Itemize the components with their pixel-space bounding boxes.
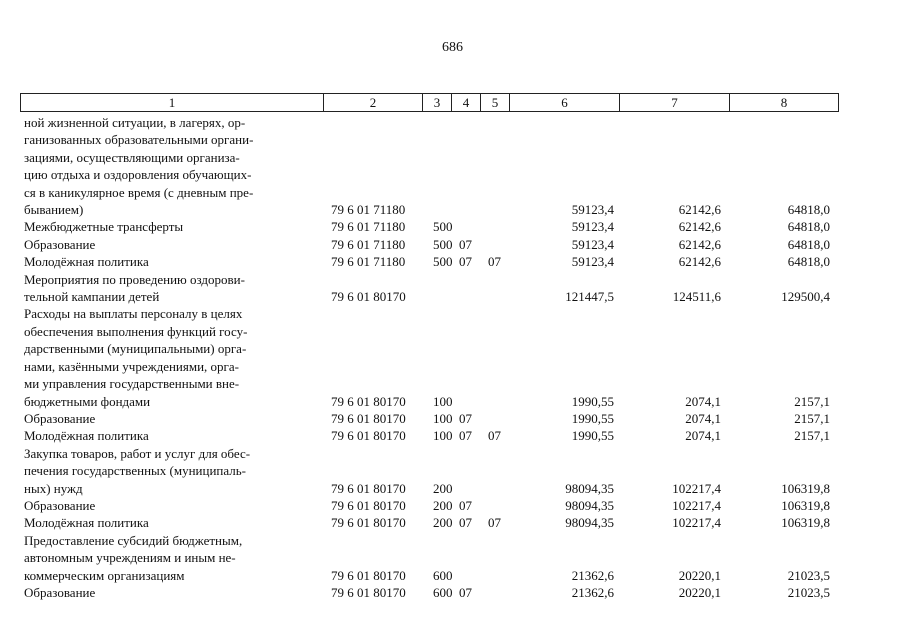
amount-col-6: 59123,4 [571, 219, 614, 235]
target-code: 79 6 01 80170 [331, 480, 406, 496]
description-line: Расходы на выплаты персоналу в целях [24, 306, 243, 322]
column-header-7: 7 [620, 94, 730, 112]
amount-col-6: 59123,4 [571, 254, 614, 270]
expense-type: 500 [433, 254, 453, 270]
amount-col-7: 2074,1 [685, 428, 721, 444]
description-line: ной жизненной ситуации, в лагерях, ор- [24, 115, 246, 130]
column-header-1: 1 [21, 94, 324, 112]
description-line: тельной кампании детей [24, 289, 160, 305]
description-line: ганизованных образовательными органи- [24, 132, 254, 148]
amount-col-7: 2074,1 [685, 410, 721, 426]
description-line: дарственными (муниципальными) орга- [24, 341, 247, 357]
amount-col-6: 1990,55 [571, 393, 614, 409]
amount-col-8: 64818,0 [787, 236, 830, 252]
description-line: Закупка товаров, работ и услуг для обес- [24, 445, 251, 461]
amount-col-7: 62142,6 [678, 219, 721, 235]
section-code: 07 [459, 428, 472, 444]
table-row [0, 305, 905, 409]
row-description [24, 410, 322, 427]
amount-col-8: 2157,1 [794, 410, 830, 426]
section-code: 07 [459, 410, 472, 426]
expense-type: 200 [433, 480, 453, 496]
amount-col-8: 2157,1 [794, 428, 830, 444]
target-code: 79 6 01 71180 [331, 202, 406, 218]
section-code: 07 [459, 584, 472, 600]
description-line: Образование [24, 497, 96, 513]
description-line: цию отдыха и оздоровления обучающих- [24, 167, 252, 183]
description-line: коммерческим организациям [24, 567, 185, 583]
amount-col-7: 2074,1 [685, 393, 721, 409]
table-row [0, 236, 905, 253]
description-line: Молодёжная политика [24, 515, 149, 531]
description-line: Предоставление субсидий бюджетным, [24, 532, 243, 548]
row-description [24, 114, 322, 218]
table-row [0, 584, 905, 601]
amount-col-7: 102217,4 [672, 515, 721, 531]
description-line: автономным учреждениям и иным не- [24, 550, 236, 566]
description-line: Межбюджетные трансферты [24, 219, 184, 235]
description-line: бюджетными фондами [24, 393, 151, 409]
description-line: Мероприятия по проведению оздорови- [24, 271, 245, 287]
amount-col-7: 102217,4 [672, 497, 721, 513]
description-line: нами, казёнными учреждениями, орга- [24, 358, 239, 374]
section-code: 07 [459, 236, 472, 252]
row-description [24, 427, 322, 444]
page-number: 686 [442, 40, 463, 55]
amount-col-6: 1990,55 [571, 410, 614, 426]
description-line: быванием) [24, 202, 84, 218]
expense-type: 600 [433, 584, 453, 600]
target-code: 79 6 01 71180 [331, 219, 406, 235]
description-line: Молодёжная политика [24, 254, 149, 270]
expense-type: 100 [433, 410, 453, 426]
subsection-code: 07 [488, 254, 501, 270]
column-header-8: 8 [730, 94, 839, 112]
table-row [0, 271, 905, 306]
row-description [24, 236, 322, 253]
amount-col-8: 106319,8 [781, 480, 830, 496]
section-code: 07 [459, 515, 472, 531]
description-line: Молодёжная политика [24, 428, 149, 444]
subsection-code: 07 [488, 428, 501, 444]
column-header-row [21, 94, 839, 112]
target-code: 79 6 01 71180 [331, 236, 406, 252]
target-code: 79 6 01 80170 [331, 410, 406, 426]
description-line: печения государственных (муниципаль- [24, 463, 247, 479]
target-code: 79 6 01 80170 [331, 515, 406, 531]
row-description [24, 497, 322, 514]
amount-col-6: 59123,4 [571, 236, 614, 252]
column-header-5: 5 [481, 94, 510, 112]
row-description [24, 253, 322, 270]
column-header-2: 2 [324, 94, 423, 112]
section-code: 07 [459, 497, 472, 513]
amount-col-7: 20220,1 [678, 567, 721, 583]
amount-col-6: 98094,35 [565, 497, 614, 513]
section-code: 07 [459, 254, 472, 270]
row-description [24, 532, 322, 584]
description-line: ся в каникулярное время (с дневным пре- [24, 184, 254, 200]
target-code: 79 6 01 71180 [331, 254, 406, 270]
amount-col-6: 21362,6 [571, 584, 614, 600]
expense-type: 100 [433, 428, 453, 444]
table-row [0, 253, 905, 270]
budget-table-body [0, 114, 905, 601]
target-code: 79 6 01 80170 [331, 428, 406, 444]
expense-type: 600 [433, 567, 453, 583]
target-code: 79 6 01 80170 [331, 289, 406, 305]
table-row [0, 410, 905, 427]
amount-col-8: 106319,8 [781, 497, 830, 513]
description-line: ми управления государственными вне- [24, 376, 240, 392]
target-code: 79 6 01 80170 [331, 497, 406, 513]
row-description [24, 584, 322, 601]
amount-col-6: 98094,35 [565, 480, 614, 496]
amount-col-7: 20220,1 [678, 584, 721, 600]
amount-col-6: 21362,6 [571, 567, 614, 583]
subsection-code: 07 [488, 515, 501, 531]
amount-col-6: 121447,5 [565, 289, 614, 305]
column-header-4: 4 [452, 94, 481, 112]
amount-col-7: 102217,4 [672, 480, 721, 496]
amount-col-7: 62142,6 [678, 202, 721, 218]
amount-col-7: 62142,6 [678, 236, 721, 252]
row-description [24, 445, 322, 497]
row-description [24, 305, 322, 409]
expense-type: 500 [433, 219, 453, 235]
description-line: обеспечения выполнения функций госу- [24, 323, 248, 339]
target-code: 79 6 01 80170 [331, 393, 406, 409]
table-row [0, 497, 905, 514]
amount-col-8: 64818,0 [787, 254, 830, 270]
expense-type: 500 [433, 236, 453, 252]
column-header-6: 6 [510, 94, 620, 112]
column-header-table [20, 93, 839, 112]
amount-col-8: 2157,1 [794, 393, 830, 409]
description-line: ных) нужд [24, 480, 83, 496]
amount-col-6: 1990,55 [571, 428, 614, 444]
amount-col-8: 21023,5 [787, 584, 830, 600]
table-row [0, 218, 905, 235]
column-header-3: 3 [423, 94, 452, 112]
description-line: Образование [24, 584, 96, 600]
amount-col-7: 62142,6 [678, 254, 721, 270]
row-description [24, 514, 322, 531]
amount-col-7: 124511,6 [672, 289, 721, 305]
table-row [0, 445, 905, 497]
amount-col-8: 64818,0 [787, 219, 830, 235]
amount-col-8: 106319,8 [781, 515, 830, 531]
description-line: зациями, осуществляющими организа- [24, 149, 240, 165]
amount-col-8: 129500,4 [781, 289, 830, 305]
amount-col-6: 98094,35 [565, 515, 614, 531]
amount-col-8: 21023,5 [787, 567, 830, 583]
row-description [24, 271, 322, 306]
expense-type: 200 [433, 497, 453, 513]
table-row [0, 514, 905, 531]
row-description [24, 218, 322, 235]
amount-col-8: 64818,0 [787, 202, 830, 218]
target-code: 79 6 01 80170 [331, 584, 406, 600]
expense-type: 200 [433, 515, 453, 531]
expense-type: 100 [433, 393, 453, 409]
table-row [0, 532, 905, 584]
description-line: Образование [24, 236, 96, 252]
target-code: 79 6 01 80170 [331, 567, 406, 583]
table-row [0, 114, 905, 218]
description-line: Образование [24, 410, 96, 426]
amount-col-6: 59123,4 [571, 202, 614, 218]
table-row [0, 427, 905, 444]
